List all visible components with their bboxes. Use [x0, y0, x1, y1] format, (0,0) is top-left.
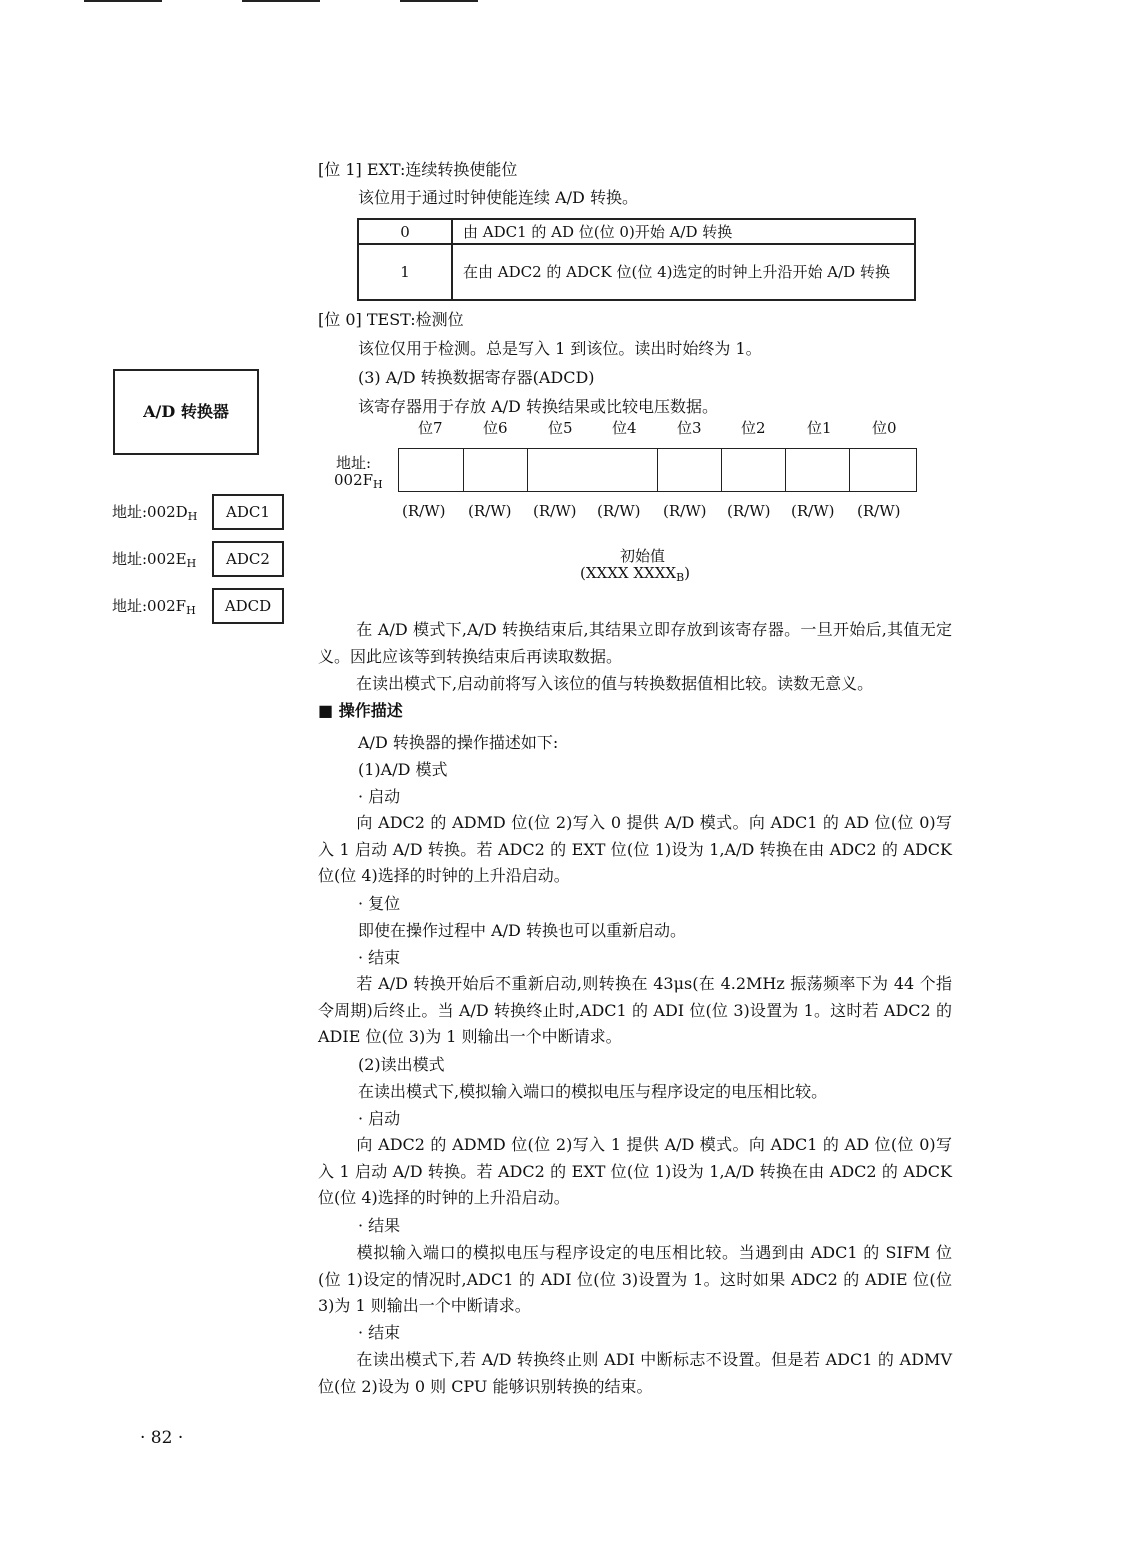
sidebar-title-box — [113, 369, 259, 455]
section-heading: ■ 操作描述 — [318, 701, 403, 720]
sidebar-register-adcd: ADCD — [212, 588, 284, 624]
section-intro: A/D 转换器的操作描述如下: — [358, 733, 559, 752]
initial-value-bits: (XXXX XXXX — [580, 564, 677, 582]
adcd-register — [398, 448, 917, 492]
bit-label: 位1 — [807, 419, 832, 437]
bullet-label: · 启动 — [358, 1109, 401, 1128]
initial-value-close: ) — [684, 564, 691, 582]
mode-heading: (1)A/D 模式 — [358, 760, 448, 779]
register-address-value: 002F — [334, 471, 374, 489]
initial-value — [580, 564, 690, 584]
adcd-section-description: 该寄存器用于存放 A/D 转换结果或比较电压数据。 — [358, 397, 718, 416]
sidebar-title: A/D 转换器 — [143, 402, 229, 421]
paragraph-text: 若 A/D 转换开始后不重新启动,则转换在 43μs(在 4.2MHz 振荡频率下为 44 个指令周期)后终止。当 A/D 转换终止时,ADC1 的 ADI 位(位 3)设置为 1。这时若 ADC2 的 ADIE 位(位 3)为 1 则输出一个中断请求。 — [318, 974, 952, 1046]
sidebar-address-value: 地址:002D — [112, 503, 188, 521]
rw-label: (R/W) — [857, 502, 901, 520]
rw-label: (R/W) — [597, 502, 641, 520]
bit0-description: 该位仅用于检测。总是写入 1 到该位。读出时始终为 1。 — [358, 339, 762, 358]
rw-label: (R/W) — [533, 502, 577, 520]
sidebar-address-value: 地址:002E — [112, 550, 187, 568]
register-address — [334, 471, 383, 491]
paragraph-text: 在读出模式下,启动前将写入该位的值与转换数据值相比较。读数无意义。 — [356, 674, 874, 693]
sidebar-address — [112, 595, 196, 617]
rw-label: (R/W) — [727, 502, 771, 520]
bullet-label: · 结果 — [358, 1216, 401, 1235]
paragraph-text: 向 ADC2 的 ADMD 位(位 2)写入 0 提供 A/D 模式。向 ADC1 的 AD 位(位 0)写入 1 启动 A/D 转换。若 ADC2 的 EXT 位(位 1)设为 1,A/D 转换在由 ADC2 的 ADCK 位(位 4)选择的时钟的上升沿启动。 — [318, 813, 952, 885]
rw-label: (R/W) — [663, 502, 707, 520]
sidebar-register-adc1: ADC1 — [212, 494, 284, 530]
paragraph-text: 模拟输入端口的模拟电压与程序设定的电压相比较。当遇到由 ADC1 的 SIFM 位(位 1)设定的情况时,ADC1 的 ADI 位(位 3)设置为 1。这时如果 ADC2 的 ADIE 位(位 3)为 1 则输出一个中断请求。 — [318, 1243, 952, 1315]
register-address-suffix: H — [373, 478, 383, 491]
bullet-label: · 结束 — [358, 1323, 401, 1342]
sidebar-address — [112, 501, 197, 523]
header-rule — [400, 0, 478, 2]
register-bit-cell — [527, 449, 658, 491]
rw-label: (R/W) — [791, 502, 835, 520]
bit1-heading: [位 1] EXT:连续转换使能位 — [318, 160, 518, 179]
sidebar-address — [112, 548, 196, 570]
bit-label: 位5 — [548, 419, 573, 437]
paragraph — [318, 671, 952, 698]
register-bit-cell — [785, 449, 850, 491]
bit0-heading: [位 0] TEST:检测位 — [318, 310, 464, 329]
bit-label: 位6 — [483, 419, 508, 437]
rw-label: (R/W) — [468, 502, 512, 520]
register-address-label: 地址: — [336, 454, 372, 472]
paragraph-text: 在读出模式下,模拟输入端口的模拟电压与程序设定的电压相比较。 — [358, 1082, 828, 1101]
paragraph — [318, 1132, 952, 1212]
bit1-description: 该位用于通过时钟使能连续 A/D 转换。 — [358, 188, 638, 207]
table-cell-value: 1 — [358, 244, 452, 300]
paragraph — [318, 1240, 952, 1320]
register-bit-cell — [849, 449, 915, 491]
bit1-value-table — [357, 218, 916, 301]
bit-label: 位4 — [612, 419, 637, 437]
bullet-label: · 启动 — [358, 787, 401, 806]
paragraph — [318, 810, 952, 890]
initial-value-label: 初始值 — [620, 547, 666, 565]
paragraph — [318, 1347, 952, 1400]
sidebar-address-suffix: H — [186, 604, 196, 617]
register-bit-cell — [721, 449, 786, 491]
table-cell-value: 0 — [358, 219, 452, 244]
paragraph-text: 向 ADC2 的 ADMD 位(位 2)写入 1 提供 A/D 模式。向 ADC1 的 AD 位(位 0)写入 1 启动 A/D 转换。若 ADC2 的 EXT 位(位 1)设为 1,A/D 转换在由 ADC2 的 ADCK 位(位 4)选择的时钟的上升沿启动。 — [318, 1135, 952, 1207]
page-number: · 82 · — [140, 1428, 184, 1448]
sidebar-register-adc2: ADC2 — [212, 541, 284, 577]
bit-label: 位7 — [418, 419, 443, 437]
bit-label: 位2 — [741, 419, 766, 437]
header-rule — [242, 0, 320, 2]
bit-label: 位3 — [677, 419, 702, 437]
table-cell-text: 在由 ADC2 的 ADCK 位(位 4)选定的时钟上升沿开始 A/D 转换 — [452, 244, 915, 300]
bullet-label: · 结束 — [358, 948, 401, 967]
rw-label: (R/W) — [402, 502, 446, 520]
bullet-label: · 复位 — [358, 894, 401, 913]
mode-heading: (2)读出模式 — [358, 1055, 445, 1074]
initial-value-suffix: B — [676, 571, 685, 584]
register-bit-cell — [399, 449, 464, 491]
paragraph-text: 在 A/D 模式下,A/D 转换结束后,其结果立即存放到该寄存器。一旦开始后,其值无定义。因此应该等到转换结束后再读取数据。 — [318, 620, 952, 666]
paragraph-text: 即使在操作过程中 A/D 转换也可以重新启动。 — [358, 921, 686, 940]
sidebar-address-suffix: H — [187, 510, 198, 523]
bit-label: 位0 — [872, 419, 897, 437]
paragraph — [318, 617, 952, 670]
register-bit-cell — [657, 449, 722, 491]
sidebar-address-suffix: H — [186, 557, 197, 570]
register-bit-cell — [463, 449, 528, 491]
adcd-section-title: (3) A/D 转换数据寄存器(ADCD) — [358, 368, 595, 387]
paragraph — [318, 971, 952, 1051]
table-cell-text: 由 ADC1 的 AD 位(位 0)开始 A/D 转换 — [452, 219, 915, 244]
paragraph-text: 在读出模式下,若 A/D 转换终止则 ADI 中断标志不设置。但是若 ADC1 的 ADMV 位(位 2)设为 0 则 CPU 能够识别转换的结束。 — [318, 1350, 952, 1396]
header-rule — [84, 0, 162, 2]
sidebar-address-value: 地址:002F — [112, 597, 187, 615]
